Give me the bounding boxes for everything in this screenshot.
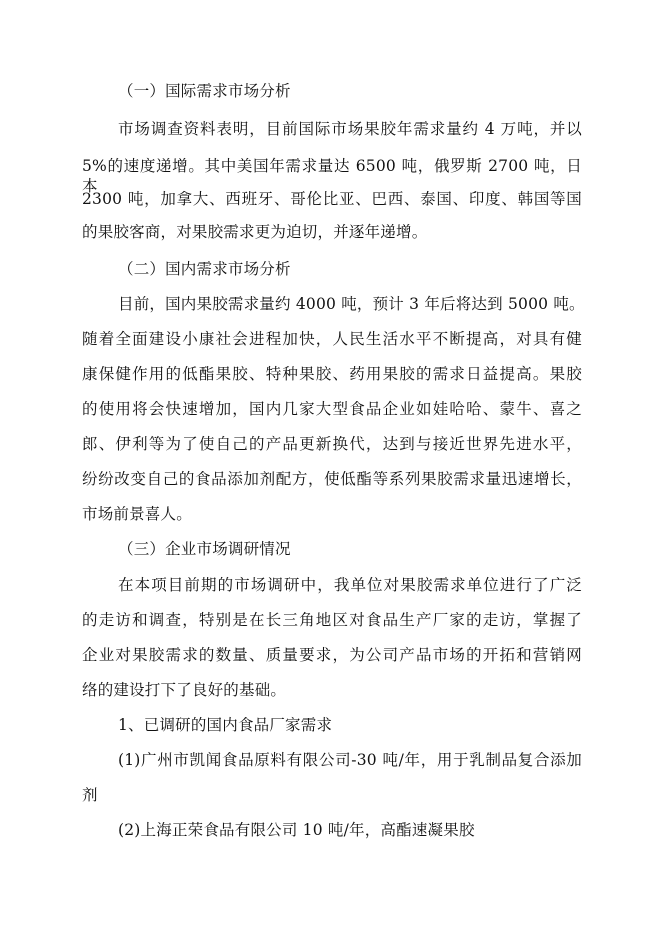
paragraph-line: 纷纷改变自己的食品添加剂配方，使低酯等系列果胶需求量迅速增长，	[82, 470, 582, 488]
paragraph-line: 企业对果胶需求的数量、质量要求，为公司产品市场的开拓和营销网	[82, 646, 582, 664]
list-item-line: (2)上海正荣食品有限公司 10 吨/年，高酯速凝果胶	[118, 821, 475, 839]
paragraph-line: 5%的速度递增。其中美国年需求量达 6500 吨，俄罗斯 2700 吨，日本	[82, 157, 582, 195]
paragraph-line: 在本项目前期的市场调研中，我单位对果胶需求单位进行了广泛	[118, 576, 582, 594]
section-heading-international: （一）国际需求市场分析	[118, 82, 291, 100]
section-heading-enterprise-research: （三）企业市场调研情况	[118, 540, 291, 558]
list-item-line: (1)广州市凯闻食品原料有限公司-30 吨/年，用于乳制品复合添加	[118, 751, 582, 769]
paragraph-line: 2300 吨，加拿大、西班牙、哥伦比亚、巴西、泰国、印度、韩国等国	[82, 190, 582, 208]
subsection-heading: 1、已调研的国内食品厂家需求	[118, 716, 333, 734]
paragraph-line: 郎、伊利等为了使自己的产品更新换代，达到与接近世界先进水平，	[82, 435, 582, 453]
list-item-line: 剂	[82, 786, 98, 804]
paragraph-line: 的果胶客商，对果胶需求更为迫切，并逐年递增。	[82, 223, 428, 241]
paragraph-line: 目前，国内果胶需求量约 4000 吨，预计 3 年后将达到 5000 吨。	[118, 295, 585, 313]
paragraph-line: 的使用将会快速增加，国内几家大型食品企业如娃哈哈、蒙牛、喜之	[82, 400, 582, 418]
paragraph-line: 市场前景喜人。	[82, 505, 192, 523]
paragraph-line: 络的建设打下了良好的基础。	[82, 681, 287, 699]
paragraph-line: 市场调查资料表明，目前国际市场果胶年需求量约 4 万吨，并以	[118, 120, 582, 138]
paragraph-line: 康保健作用的低酯果胶、特种果胶、药用果胶的需求日益提高。果胶	[82, 365, 582, 383]
paragraph-line: 的走访和调查，特别是在长三角地区对食品生产厂家的走访，掌握了	[82, 611, 582, 629]
paragraph-line: 随着全面建设小康社会进程加快，人民生活水平不断提高，对具有健	[82, 330, 582, 348]
section-heading-domestic: （二）国内需求市场分析	[118, 260, 291, 278]
